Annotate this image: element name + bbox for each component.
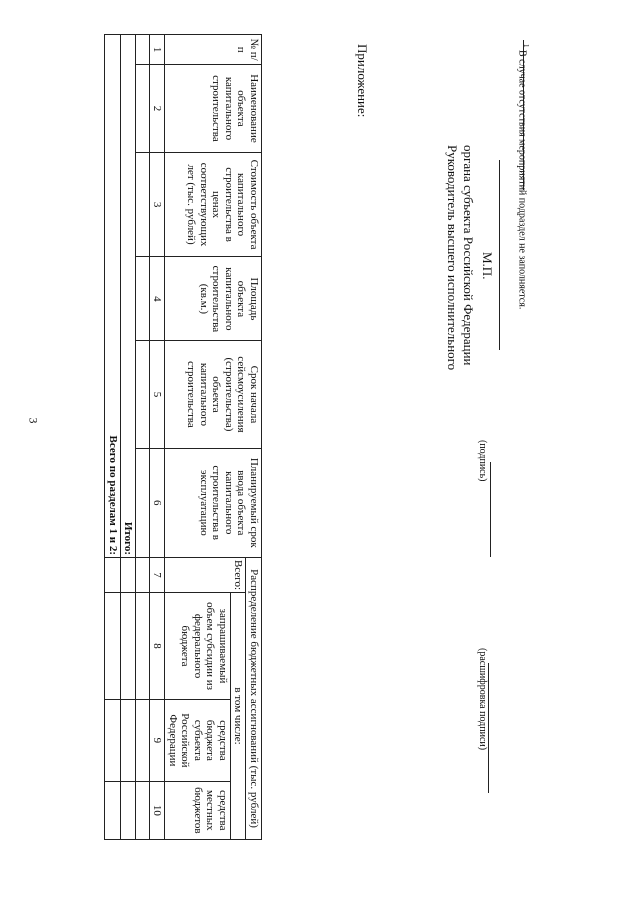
header-object-cost: Стоимость объекта капитального строительства в ценах соответствующих лет (тыс. рублей) <box>165 152 262 257</box>
footnote-mark: 1 <box>522 44 530 48</box>
footnote-text: В случае отсутствия мероприятий подраздел не заполняется. <box>516 50 528 310</box>
col-number-4: 4 <box>150 257 165 341</box>
header-start-date: Срок начала сейсмоусиления (строительства) объекта капитального строительства <box>165 341 262 448</box>
head-title-line1: Руководитель высшего исполнительного <box>445 145 460 371</box>
decode-line <box>488 663 489 793</box>
col-number-5: 5 <box>150 341 165 448</box>
signature-caption: (подпись) <box>477 440 488 482</box>
rotated-sheet <box>40 30 640 900</box>
header-budget-distribution: Распределение бюджетных ассигнований (тыс. рублей) <box>246 558 262 840</box>
head-title-line2: органа субъекта Российской Федерации <box>461 145 476 366</box>
col-number-10: 10 <box>150 781 165 839</box>
col-number-2: 2 <box>150 65 165 152</box>
header-number: № п/п <box>165 35 262 65</box>
table-row <box>136 35 150 840</box>
header-regional-budget: средства бюджета субъекта Российской Федерации <box>165 700 231 782</box>
header-object-area: Площадь объекта капитального строительства (кв.м.) <box>165 257 262 341</box>
col-number-7: 7 <box>150 558 165 593</box>
attachment-label: Приложение: <box>355 44 370 118</box>
itogo-row <box>121 35 137 840</box>
page-number: 3 <box>26 417 41 424</box>
stamp-label: М.П. <box>480 252 495 280</box>
footnote <box>517 44 530 309</box>
col-number-6: 6 <box>150 448 165 558</box>
vsego-row <box>105 35 121 840</box>
vsego-label: Всего по разделам 1 и 2: <box>105 35 121 558</box>
itogo-label: Итого: <box>121 35 137 558</box>
col-number-9: 9 <box>150 700 165 782</box>
budget-table <box>105 34 263 840</box>
header-object-name: Наименование объекта капитального строительства <box>165 65 262 152</box>
header-local-budgets: средства местных бюджетов <box>165 781 231 839</box>
header-commission-date: Планируемый срок ввода объекта капитального строительства в эксплуатацию <box>165 448 262 558</box>
header-including: в том числе: <box>231 592 247 839</box>
stamp-line <box>499 160 500 350</box>
signature-line <box>490 462 491 557</box>
header-federal-subsidy: запрашиваемый объем субсидии из федерального бюджета <box>165 592 231 699</box>
col-number-8: 8 <box>150 592 165 699</box>
decode-caption: (расшифровка подписи) <box>477 648 488 751</box>
header-total: Всего: <box>165 558 246 593</box>
col-number-3: 3 <box>150 152 165 257</box>
col-number-1: 1 <box>150 35 165 65</box>
